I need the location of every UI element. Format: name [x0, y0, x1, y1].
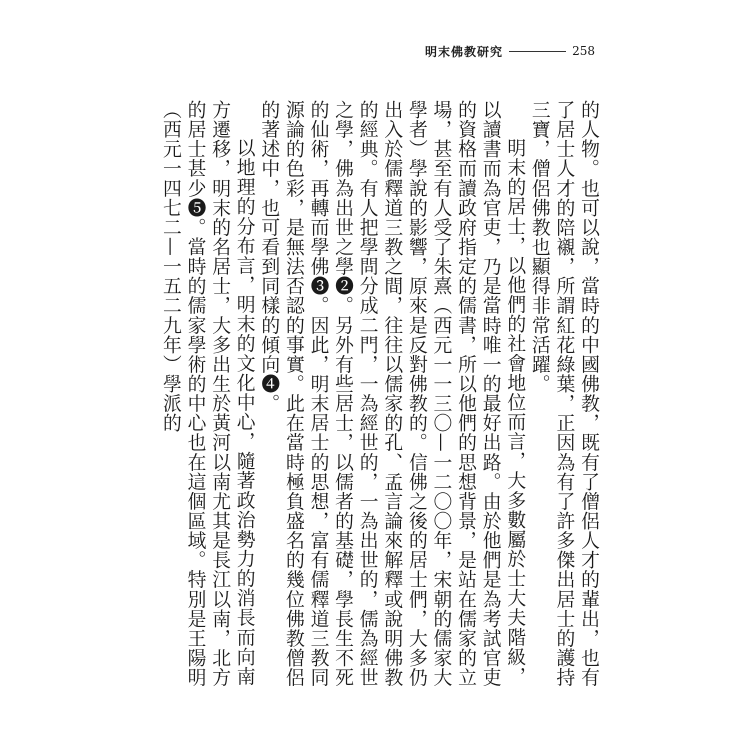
paragraph-geographic-distribution: 以地理的分布言，明末的文化中心，隨著政治勢力的消長而向南方遷移，明末的名居士，大多出生於黃河以南尤其是長江以南，北方的居士甚少❺。當時的儒家學術的中心也在這個區域。特別是王陽明（西元一四七二—一五二九年）學派的: [159, 100, 255, 688]
header-rule: [509, 51, 566, 52]
paragraph-continued: 的人物。也可以說，當時的中國佛教，既有了僧侶人才的輩出，也有了居士人才的陪襯，所謂紅花綠葉，正因為有了許多傑出居士的護持三寶，僧侶佛教也顯得非常活躍。: [528, 100, 599, 688]
page-header: [425, 40, 595, 62]
paragraph-lay-buddhists-background: 明末的居士，以他們的社會地位而言，大多數屬於士大夫階級，以讀書而為官吏，乃是當時唯一的最好出路。由於他們是為考試官吏的資格而讀政府指定的儒書，所以他們的思想背景，是站在儒家的立場，甚至有人受了朱熹（西元一一三〇—一二〇〇年，宋朝的儒家大學者）學說的影響，原來是反對佛教的。信佛之後的居士們，大多仍出入於儒釋道三教之間，往往以儒家的孔、孟言論來解釋或說明佛教的經典。有人把學問分成二門，一為經世的，一為出世的，儒為經世之學，佛為出世之學❷。另外有些居士，以儒者的基礎，學長生不死的仙術，再轉而學佛❸。因此，明末居士的思想，富有儒釋道三教同源論的色彩，是無法否認的事實。此在當時極負盛名的幾位佛教僧侶的著述中，也可看到同樣的傾向❹。: [258, 100, 526, 688]
page-number: 258: [572, 44, 595, 58]
running-title: 明末佛教研究: [425, 44, 504, 59]
body-text: [159, 100, 600, 690]
